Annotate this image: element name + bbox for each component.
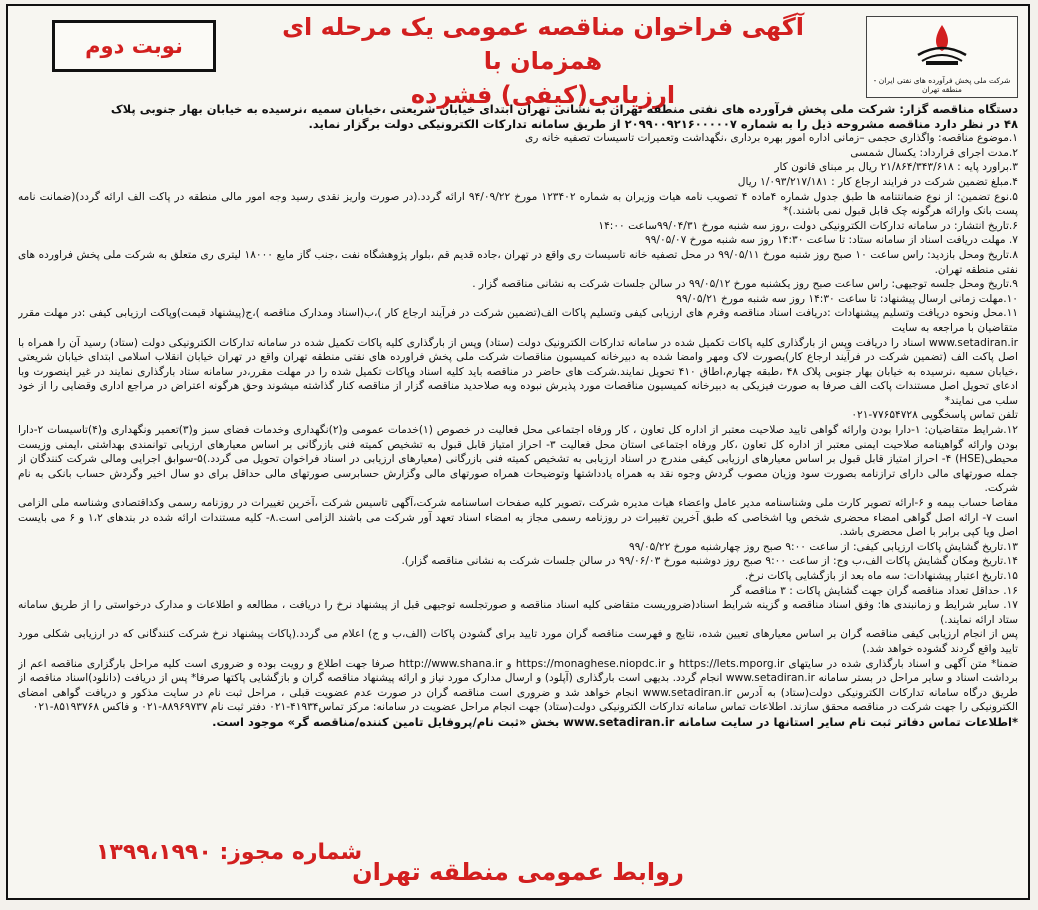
item-13: ۱۳.تاریخ گشایش پاکات ارزیابی کیفی: از ساعت ۹:۰۰ صبح روز چهارشنبه مورخ ۹۹/۰۵/۲۲ [629, 540, 1018, 553]
item-17: ۱۷. سایر شرایط و زمانبندی ها: وفق اسناد مناقصه و گزینه شرایط اسناد(ضروریست متقاضی کلیه اسناد مناقصه و صورتجلسه توجیهی قبل از پیشنهاد نرخ را دریافت ، مطالعه و اطلاعات و مدارک درخواستی را از طریق سامانه ستاد ارائه نمایند.) [18, 599, 1018, 626]
setad-note: ضمنا* متن آگهی و اسناد بارگذاری شده در سایتهای https://lets.mporg.ir و https://monaghese.niopdc.ir و http://www.shana.ir صرفا جهت اطلاع و رویت بوده و ضروری است کلیه مراحل بارگزاری مناقصه اعم از برداشت اسناد و سایر مراحل در بستر سامانه www.setadiran.ir انجام گردد. بدیهی است بارگذاری (آپلود) و ارسال مدارک مورد نیاز و ارائه پیشنهاد مناقصه گران و بازگشایی پاکتها صرفا* پس از دریافت (دانلود)اسناد مناقصه از طریق درگاه سامانه تدارکات الکترونیکی دولت(ستاد) به آدرس www.setadiran.ir انجام خواهد شد و ضروری است مناقصه گران در صورت عدم عضویت قبلی ، مراحل ثبت نام در سایت مذکور و دریافت گواهی امضای الکترونیکی را جهت شرکت در مناقصه محقق سازند. اطلاعات تماس سامانه تدارکات الکترونیکی دولت(ستاد) جهت انجام مراحل عضویت در سامانه: مرکز تماس۴۱۹۳۴-۰۲۱ دفتر ثبت نام ۸۸۹۶۹۷۳۷-۰۲۱ و فاکس ۸۵۱۹۳۷۶۸-۰۲۱ [18, 657, 1018, 714]
ad-footer [8, 824, 1028, 898]
item-11-continued: www.setadiran.ir اسناد را دریافت وپس از بارگذاری کلیه پاکات تکمیل شده در سامانه تدارکات الکترونیک دولت (ستاد) وپس از بارگذاری کلیه پاکات تکمیل شده در سامانه تدارکات الکترونیکی دولت (ستاد) رسید آن را همراه با اصل پاکت الف (تضمین شرکت در فرآیند ارجاع کار)بصورت لاک ومهر وامضا شده به دبیرخانه کمیسیون مناقصات شرکت ملی پخش فراورده های نفتی منطقه تهران واقع در تهران خیابان انقلاب اسلامی ابتدای خیابان شریعتی ،خیابان سمیه ،نرسیده به خیابان بهار جنوبی پلاک ۴۸ ،طبقه چهارم،اطاق ۴۱۰ تحویل نمایند.شرکت های حاضر در مناقصه باید کلیه اسناد وپاکات تکمیل شده را در مهلت مقرر،در سامانه ستاد بارگذاری نمایند در غیر اینصورت وبا ادعای تحویل اصل مستندات پاکت الف صرفا به صورت فیزیکی به دبیرخانه کمیسیون مناقصات مورد پذیرش نبوده وبه صلاحدید مناقصه گزار از مناقصه کنار گذاشته میشوند وحق هرگونه اعتراض در مراجع اداری وقضایی را از خود سلب می نمایند* [18, 336, 1018, 407]
item-2: ۲.مدت اجرای قرارداد: یکسال شمسی [850, 146, 1018, 159]
niopdc-logo-icon [912, 21, 972, 71]
item-3: ۳.براورد پایه : ۲۱/۸۶۴/۳۴۳/۶۱۸ ریال بر مبنای قانون کار [774, 161, 1018, 174]
publication-round-badge: نوبت دوم [52, 20, 216, 72]
item-5: ۵.نوع تضمین: از نوع ضمانتنامه ها طبق جدول شماره ۴ماده ۴ تصویب نامه هیات وزیران به شماره ۱۲۳۴۰۲ مورخ ۹۴/۰۹/۲۲ ارائه گردد.(در صورت واریز نقدی رسید وجه امور مالی منطقه در پاکت الف ارائه گردد)(ضمانت نامه پست بانک وارائه هرگونه چک قابل قبول نمی باشند.)* [18, 190, 1018, 218]
item-7: ۷. مهلت دریافت اسناد از سامانه ستاد: تا ساعت ۱۴:۳۰ روز سه شنبه مورخ ۹۹/۰۵/۰۷ [645, 234, 1018, 247]
public-relations-signature: روابط عمومی منطقه تهران [352, 858, 684, 886]
item-15: ۱۵.تاریخ اعتبار پیشنهادات: سه ماه بعد از بازگشایی پاکات نرخ. [744, 570, 1018, 582]
logo-caption: شرکت ملی پخش فرآورده های نفتی ایران - منطقه تهران [873, 76, 1011, 94]
license-number: شماره مجوز: ۱۳۹۹،۱۹۹۰ [96, 840, 363, 865]
intro-line-2: ۴۸ در نظر دارد مناقصه مشروحه ذیل را به شماره ۲۰۹۹۰۰۹۲۱۶۰۰۰۰۰۷ از طریق سامانه تدارکات الکترونیکی دولت برگزار نماید. [308, 116, 1018, 131]
item-9: ۹.تاریخ ومحل جلسه توجیهی: راس ساعت صبح روز یکشنبه مورخ ۹۹/۰۵/۱۲ در سالن جلسات شرکت به نشانی مناقصه گزار . [472, 278, 1018, 291]
ad-title [258, 10, 828, 112]
item-6: ۶.تاریخ انتشار: در سامانه تدارکات الکترونیکی دولت ،روز سه شنبه مورخ ۹۹/۰۴/۳۱ساعت ۱۴:۰۰ [598, 219, 1018, 232]
ad-body [18, 102, 1018, 822]
item-11: ۱۱.محل ونحوه دریافت وتسلیم پیشنهادات :دریافت اسناد مناقصه وفرم های ارزیابی کیفی وتسلیم پاکات الف(تضمین شرکت در فرآیند ارجاع کار )،ب(اسناد ومدارک مناقصه )،ج(پیشنهاد قیمت)وپاکت ارزیابی کیفی :در مهلت مقرر متقاضیان با مراجعه به سایت [18, 307, 1018, 334]
item-12: ۱۲.شرایط متقاضیان: ۱-دارا بودن وارائه گواهی تایید صلاحیت معتبر از اداره کل تعاون ، کار ورفاه اجتماعی محل فعالیت در خصوص (۱)خدمات عمومی و(۲)نگهداری وخدمات فضای سبز و(۳)تعمیر ونگهداری و(۴)تاسیسات ۲-دارا بودن وارائه گواهینامه صلاحیت ایمنی معتبر از اداره کل تعاون ،کار ورفاه اجتماعی استان محل فعالیت ۳- احراز امتیاز قابل قبول به تشخیص کمیته فنی بازرگانی بر اساس معیارهای ارزیابی توانمندی بهداشتی ،ایمنی وزیست محیطی(HSE) ۴- احراز امتیاز قابل قبول بر اساس معیارهای ارزیابی کیفی مندرج در اسناد ارزیابی به تشخیص کمیته فنی بازرگانی (معیارهای ارزیابی در اسناد فراخوان تحویل می گردد.)۵-سوابق اجرایی ومالی شرکت کنندگان از جمله صورتهای مالی دارای ترازنامه بصورت سود وزیان مصوب گردش وجوه نقد به همراه یادداشتها وتوضیحات همراه صورتهای مالی وگزارش حسابرسی صورتهای مالی حداقل برای دو سال اخیر وگردش حساب بانکی به نام شرکت. [18, 424, 1018, 495]
item-8: ۸.تاریخ ومحل بازدید: راس ساعت ۱۰ صبح روز شنبه مورخ ۹۹/۰۵/۱۱ در محل تصفیه خانه تاسیسات ری واقع در تهران ،جاده قدیم قم ،بلوار پژوهشگاه نفت ،جنب گاز مایع ۱۸۰۰۰ لیتری ری متعلق به شرکت ملی پخش فراورده های نفتی منطقه تهران. [18, 248, 1018, 276]
item-1: ۱.موضوع مناقصه: واگذاری حجمی –زمانی اداره امور بهره برداری ،نگهداشت وتعمیرات تاسیسات تصفیه خانه ری [525, 132, 1018, 145]
ad-title-line2: ارزیابی(کیفی) فشرده [410, 81, 676, 109]
item-12-continued: مفاصا حساب بیمه و ۶-ارائه تصویر کارت ملی وشناسنامه مدیر عامل واعضاء هیات مدیره شرکت ،تصویر کلیه صفحات اساسنامه شرکت،آگهی تاسیس شرکت ،آخرین تغییرات در روزنامه رسمی وکداقتصادی وشناسه ملی الزامی است ۷- ارائه اصل گواهی امضاء محضری شخص ویا اشخاصی که طبق آخرین تغییرات در روزنامه رسمی مجاز به امضاء اسناد تعهد آور شرکت می باشند الزامی است.۸- کلیه مستندات ارائه شده در بندهای ۱،۲ و ۶ می بایست اصل ویا کپی برابر با اصل محضری باشد. [18, 497, 1018, 539]
company-logo [866, 16, 1018, 98]
advertisement-frame [6, 4, 1030, 900]
registration-offices-note: *اطلاعات تماس دفاتر ثبت نام سایر استانها در سایت سامانه www.setadiran.ir بخش «ثبت نام/پروفایل تامین کننده/مناقصه گر» موجود است. [212, 714, 1018, 729]
item-10: ۱۰.مهلت زمانی ارسال پیشنهاد: تا ساعت ۱۴:۳۰ روز سه شنبه مورخ ۹۹/۰۵/۲۱ [676, 292, 1018, 305]
intro-line-1: دستگاه مناقصه گزار: شرکت ملی پخش فرآورده های نفتی منطقه تهران به نشانی تهران ابتدای خیابان شریعتی ،خیابان سمیه ،نرسیده به خیابان بهار جنوبی پلاک [110, 102, 1018, 116]
contact-phone: تلفن تماس پاسخگویی ۷۷۶۵۴۷۲۸-۰۲۱ [851, 409, 1018, 422]
item-16: ۱۶. حداقل تعداد مناقصه گران جهت گشایش پاکات : ۳ مناقصه گر [730, 584, 1018, 597]
item-4: ۴.مبلغ تضمین شرکت در فرایند ارجاع کار : ۱/۰۹۳/۲۱۷/۱۸۱ ریال [737, 175, 1018, 188]
ad-title-line1: آگهی فراخوان مناقصه عمومی یک مرحله ای همزمان با [282, 13, 804, 75]
evaluation-note: پس از انجام ارزیابی کیفی مناقصه گران بر اساس معیارهای تعیین شده، نتایج و فهرست مناقصه گران مورد تایید برای گشودن پاکات (الف،ب و ج) اعلام می گردد.(پاکات پیشنهاد نرخ شرکت کنندگانی که در ارزیابی شکلی مورد تایید واقع گردند گشوده خواهد شد.) [18, 628, 1018, 655]
item-14: ۱۴.تاریخ ومکان گشایش پاکات الف،ب وج: از ساعت ۹:۰۰ صبح روز دوشنبه مورخ ۹۹/۰۶/۰۳ در سالن جلسات شرکت به نشانی مناقصه گزار). [401, 555, 1018, 568]
